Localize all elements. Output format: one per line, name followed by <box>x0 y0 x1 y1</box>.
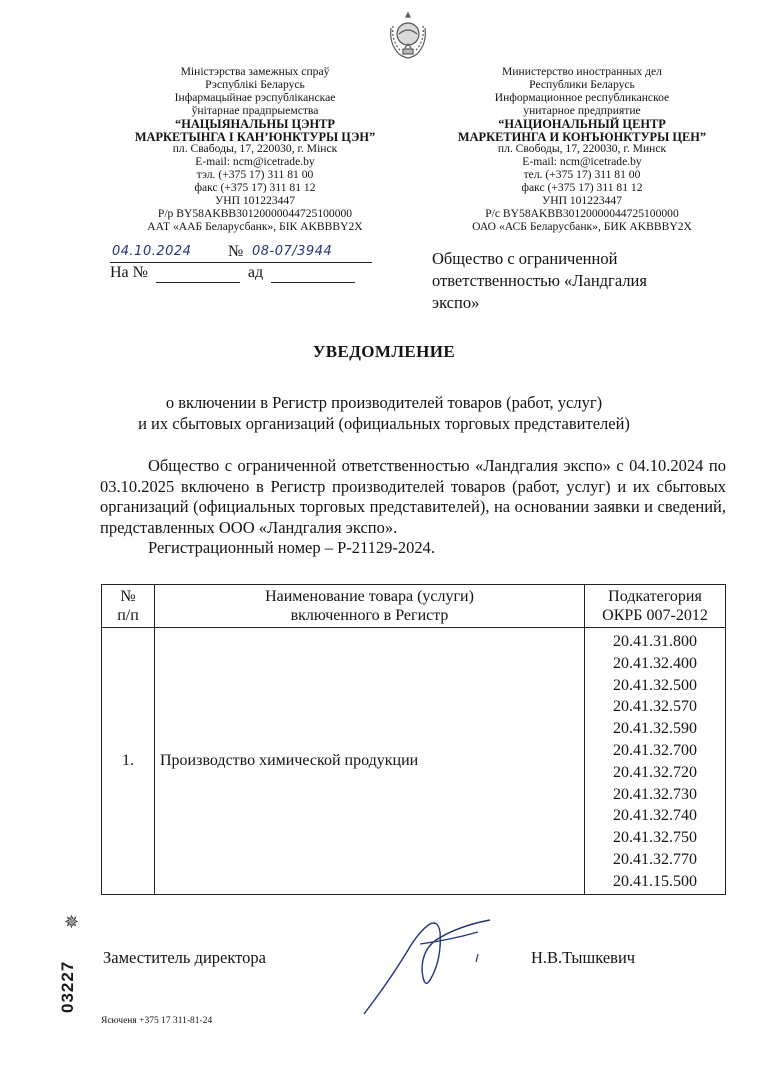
address: пл. Свободы, 17, 220030, г. Минск <box>497 142 667 156</box>
header-name-line: Наименование товара (услуги) <box>265 588 474 605</box>
header-code-line: ОКРБ 007-2012 <box>602 607 708 624</box>
unp: УНП 101223447 <box>541 194 623 208</box>
outgoing-number: 08-07/3944 <box>252 244 333 259</box>
org-type-line: унитарное предприятие <box>523 103 641 117</box>
stamp-number: 03227 <box>58 960 77 1013</box>
unp: УНП 101223447 <box>214 194 296 208</box>
notice-body <box>100 456 726 559</box>
reply-number-blank <box>156 264 240 283</box>
header-num-line: № <box>120 588 136 605</box>
recipient <box>432 248 647 314</box>
bank-name: ОАО «АСБ Беларусбанк», БИК AKBBBY2X <box>472 219 692 233</box>
ministry-line: Рэспублікі Беларусь <box>205 77 305 91</box>
okrb-code: 20.41.32.700 <box>613 741 697 759</box>
registration-number: Регистрационный номер – Р-21129-2024. <box>148 538 436 557</box>
org-name-line: “НАЦИОНАЛЬНЫЙ ЦЕНТР <box>498 116 666 131</box>
org-name-line: “НАЦЫЯНАЛЬНЫ ЦЭНТР <box>175 116 335 131</box>
ministry-line: Республики Беларусь <box>529 77 635 91</box>
okrb-code: 20.41.32.750 <box>613 829 697 847</box>
subtitle-line: и их сбытовых организаций (официальных торговых представителей) <box>138 414 630 433</box>
org-type-line: Информационное республиканское <box>494 90 670 104</box>
header-name-line: включенного в Регистр <box>290 607 449 624</box>
recipient-line: Общество с ограниченной <box>432 249 618 268</box>
handwritten-signature <box>360 910 500 1020</box>
table-header-row <box>102 585 726 628</box>
header-code-line: Подкатегория <box>608 588 702 605</box>
org-name-line: МАРКЕТЫНГА І КАН’ЮНКТУРЫ ЦЭН” <box>134 129 376 144</box>
ministry-line: Міністэрства замежных спраў <box>180 65 330 78</box>
document-subtitle <box>0 392 768 434</box>
recipient-line: ответственностью «Ландгалия <box>432 271 647 290</box>
okrb-code: 20.41.32.770 <box>613 850 697 868</box>
phone: тэл. (+375 17) 311 81 00 <box>196 168 314 182</box>
okrb-code: 20.41.32.720 <box>613 763 697 781</box>
table-row <box>102 628 726 895</box>
row-num: 1. <box>102 628 155 895</box>
bank-account: Р/р BY58AKBB30120000044725100000 <box>157 206 353 220</box>
reply-label: На № <box>110 264 148 281</box>
email: E-mail: ncm@icetrade.by <box>195 155 315 169</box>
bank-name: ААТ «ААБ Беларусбанк», БІК AKBBBY2X <box>147 219 363 233</box>
okrb-code: 20.41.31.800 <box>613 633 697 650</box>
org-type-line: ўнітарнае прадпрыемства <box>191 103 319 117</box>
address: пл. Свабоды, 17, 220030, г. Мінск <box>172 142 338 156</box>
reply-from-label: ад <box>247 264 264 281</box>
body-paragraph: Общество с ограниченной ответственностью «Ландгалия экспо» с 04.10.2024 по 03.10.2025 включено в Регистр производителей товаров (работ, услуг) и их сбытовых организаций (официальных торговых представителей), на основании заявки и сведений, представленных ООО «Ландгалия экспо». <box>100 456 726 537</box>
number-label: № <box>228 243 244 260</box>
ministry-line: Министерство иностранных дел <box>502 65 662 78</box>
header-num <box>102 585 155 628</box>
registry-table <box>101 584 726 895</box>
phone: тел. (+375 17) 311 81 00 <box>523 168 641 182</box>
outgoing-date: 04.10.2024 <box>112 244 192 259</box>
okrb-code: 20.41.32.570 <box>613 698 697 716</box>
org-type-line: Інфармацыйнае рэспубліканскае <box>174 90 336 104</box>
okrb-code: 20.41.32.590 <box>613 720 697 738</box>
asterisk-mark: ✵ <box>64 912 80 932</box>
letterhead-belarusian <box>105 66 405 234</box>
okrb-code: 20.41.32.400 <box>613 654 697 672</box>
row-name: Производство химической продукции <box>155 628 585 895</box>
header-code <box>585 585 726 628</box>
header-num-line: п/п <box>117 607 139 624</box>
row-codes <box>585 628 726 895</box>
okrb-code: 20.41.32.500 <box>613 676 697 694</box>
signatory-position: Заместитель директора <box>103 948 266 967</box>
bank-account: Р/с BY58AKBB30120000044725100000 <box>485 206 679 220</box>
okrb-code: 20.41.32.730 <box>613 785 697 803</box>
recipient-line: экспо» <box>432 293 480 312</box>
outgoing-date-line <box>110 244 372 263</box>
okrb-code: 20.41.15.500 <box>613 872 697 890</box>
state-emblem <box>385 10 431 60</box>
executor-footer: Ясюченя +375 17 311-81-24 <box>101 1016 213 1026</box>
letterhead-russian <box>432 66 732 234</box>
org-name-line: МАРКЕТИНГА И КОНЪЮНКТУРЫ ЦЕН” <box>457 129 707 144</box>
document-title: УВЕДОМЛЕНИЕ <box>312 342 456 361</box>
fax: факс (+375 17) 311 81 12 <box>194 181 316 195</box>
email: E-mail: ncm@icetrade.by <box>522 155 642 169</box>
header-name <box>155 585 585 628</box>
fax: факс (+375 17) 311 81 12 <box>521 181 643 195</box>
reply-date-blank <box>271 264 355 283</box>
signatory-name: Н.В.Тышкевич <box>531 948 636 967</box>
subtitle-line: о включении в Регистр производителей товаров (работ, услуг) <box>165 393 603 412</box>
okrb-code: 20.41.32.740 <box>613 807 697 825</box>
reply-reference-line <box>110 264 355 283</box>
